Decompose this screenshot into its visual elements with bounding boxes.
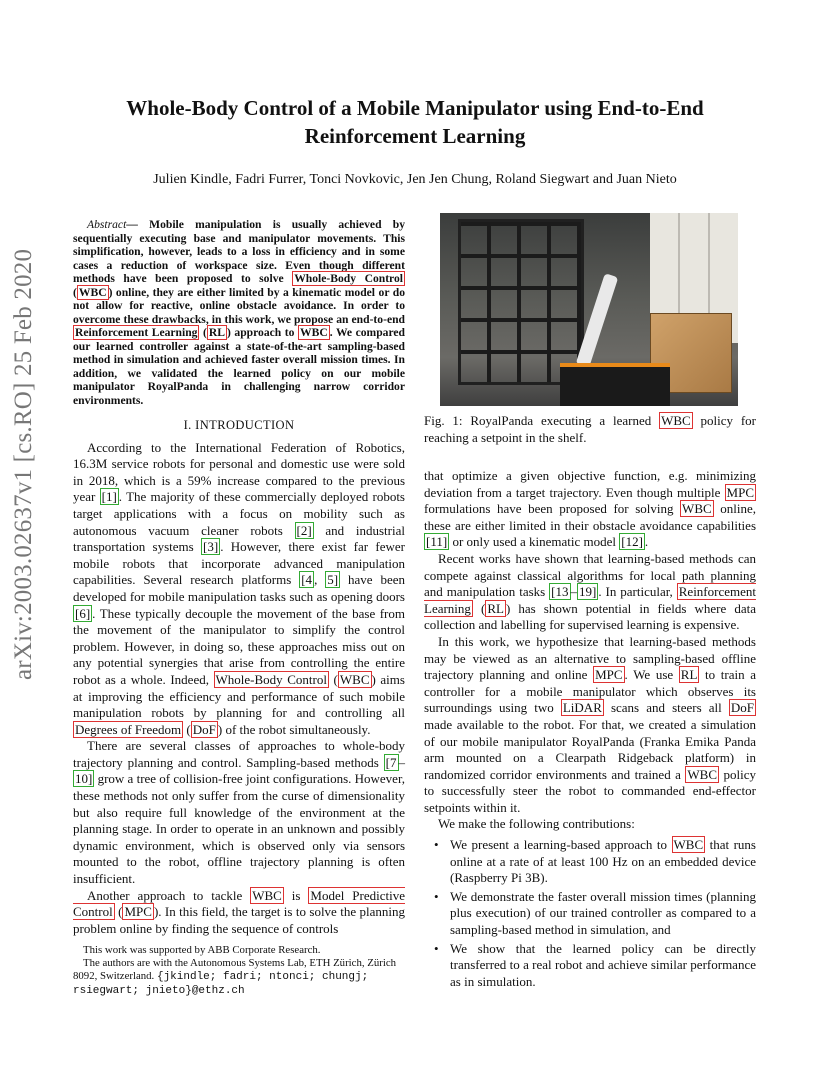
paragraph-text: formulations have been proposed for solving [424,501,681,517]
paragraph-text: ( [472,600,486,616]
acronym-link-wbc[interactable]: WBC [661,413,691,428]
acronym-link-rl[interactable]: RL [680,667,698,683]
acronym-link-mpc-long[interactable]: Model Predictive Control [73,887,405,920]
paragraph-text: . These typically decouple the movement of the base from the movement of the manipulator to simplify the control problem. However, in doing so, these approaches miss out on any potential synergies that arise from controlling the entire robot as a whole. Indeed, [73,605,405,687]
list-item [424,837,756,887]
acronym-link-wbc[interactable]: WBC [687,766,718,782]
acronym-link-wbc[interactable]: WBC [682,501,712,517]
list-item: • We demonstrate the faster overall mission times (planning plus execution) of our trained controller as compared to a sampling-based method in simulation, and [424,889,756,939]
citation-link[interactable]: [11] [426,534,448,550]
paragraph-text: and industrial transportation systems [73,522,405,555]
citation-link[interactable]: [13 [551,584,569,600]
caption-text: policy for reaching a setpoint in the shelf. [424,413,756,445]
paragraph-text: ) has shown potential in fields where data collection and labelling for supervised learning is expensive. [424,600,756,633]
acronym-link-wbc-long[interactable]: Whole-Body Control [215,671,327,687]
citation-link[interactable]: 19] [579,584,597,600]
acronym-link-lidar[interactable]: LiDAR [562,700,602,716]
left-column [73,218,405,937]
abstract-text: ( [73,285,77,299]
citation-link[interactable]: 5] [327,572,339,588]
abstract [73,218,405,407]
right-paragraph-4: We make the following contributions: [438,816,635,832]
citation-link[interactable]: [4 [301,572,313,588]
paragraph-text: Another approach to tackle [87,887,251,903]
paragraph-text: . We use [624,667,679,683]
paragraph-text: . In particular, [598,584,677,600]
paragraph-text: or only used a kinematic model [449,534,620,550]
citation-link[interactable]: [2] [296,522,312,538]
paragraph-text: , [314,572,326,588]
citation-link[interactable]: [12] [621,534,643,550]
list-text: We present a learning-based approach to [450,837,672,853]
title-line-1: Whole-Body Control of a Mobile Manipulator using End-to-End [126,96,704,120]
abstract-text: ( [199,326,207,339]
acronym-link-wbc[interactable]: WBC [673,837,704,853]
paragraph-text: There are several classes of approaches to whole-body trajectory planning and control. Sampling-based methods [73,738,405,770]
caption-text: Fig. 1: RoyalPanda executing a learned [424,413,660,428]
paragraph-text: grow a tree of collision-free joint configurations. However, these methods not only suffer from the curse of dimensionality but also require full knowledge of the environment at the planning stage. In order to operate in an unknown and possibly dynamic environment, which is observed only via sensors mounted to the robot, offline trajectory planning is often insufficient. [73,771,405,887]
paragraph-text: is [283,887,309,903]
shelf-shape [458,219,584,385]
author-list: Julien Kindle, Fadri Furrer, Tonci Novkovic, Jen Jen Chung, Roland Siegwart and Juan Nieto [153,172,677,187]
footnote [73,944,405,998]
acronym-link-rl[interactable]: RL [208,326,226,339]
right-paragraph-3 [424,634,756,817]
paragraph-text: ) of the robot simultaneously. [217,721,371,737]
acronym-link-dof[interactable]: DoF [730,700,754,716]
contributions-list [424,837,756,990]
paragraph-text: – [570,584,577,600]
paragraph-text: – [398,754,405,770]
acronym-link-dof-long[interactable]: Degrees of Freedom [75,721,182,737]
acronym-link-mpc[interactable]: MPC [124,904,152,920]
acronym-link-rl[interactable]: RL [487,600,504,616]
acronym-link-dof[interactable]: DoF [192,721,216,737]
paragraph-text: . [644,534,649,550]
acronym-link-mpc[interactable]: MPC [595,667,623,683]
footnote-emails: {jkindle; fadri; ntonci; chungj; rsiegwart; jnieto}@ethz.ch [73,971,369,997]
paragraph-text: ) aims at improving the efficiency and performance of such mobile manipulation robots by planning for and controlling all [73,671,405,721]
paragraph-text: In this work, we hypothesize that learning-based methods may be viewed as an alternative to sampling-based offline trajectory planning and online [424,633,756,683]
paragraph-text: that optimize a given objective function, e.g. minimizing deviation from a target trajectory. Even though multiple [424,468,756,500]
arxiv-identifier: arXiv:2003.02637v1 [cs.RO] 25 Feb 2020 [10,248,37,680]
intro-paragraph-1 [73,440,405,739]
right-paragraph-2 [424,551,756,634]
list-item: • We show that the learned policy can be directly transferred to a real robot and achieve similar performance as in simulation. [424,941,756,991]
acronym-link-wbc[interactable]: WBC [252,887,282,903]
paragraph-text: to train a controller for a mobile manipulator which observes its surroundings using two [424,667,756,716]
section-heading-introduction: I. INTRODUCTION [183,418,295,432]
abstract-text: . We compared our learned controller against a state-of-the-art sampling-based method in simulation and achieved faster overall mission times. In addition, we validated the learned policy on our mobile manipulator RoyalPanda in challenging narrow corridor environments. [73,326,405,407]
citation-link[interactable]: [3] [203,539,219,555]
paragraph-text: made available to the robot. For that, we created a simulation of our mobile manipulator RoyalPanda (Franka Emika Panda arm mounted on a Clearpath Ridgeback platform) in randomized corridor environments and trained a [424,716,756,782]
paragraph-text: online, these are either limited in their obstacle avoidance capabilities [424,501,756,533]
paragraph-text: Recent works have shown that learning-based methods can compete against classical algorithms for local path planning and manipulation tasks [424,550,756,600]
paper-title [60,94,770,150]
abstract-text: ) online, they are either limited by a kinematic model or do not allow for reactive, online obstacle avoidance. In order to overcome these drawbacks, in this work, we propose an end-to-end [73,285,405,326]
robot-base-shape [560,363,670,406]
abstract-text: ) approach to [227,326,299,339]
paragraph-text: policy to successfully steer the robot to commanded end-effector setpoints within it. [424,766,756,815]
paragraph-text: According to the International Federation of Robotics, 16.3M service robots for personal and domestic use were sold in 2018, which is a 59% increase compared to the previous year [73,439,405,505]
paragraph-text: . However, there exist far fewer mobile robots that incorporate advanced manipulation capabilities. Several research platforms [73,539,405,588]
footnote-text: The authors are with the Autonomous Systems Lab, ETH Zürich, Zürich 8092, Switzerland. [73,957,397,982]
right-paragraph-1 [424,468,756,551]
acronym-link-wbc[interactable]: WBC [78,285,107,299]
citation-link[interactable]: [6] [75,605,91,621]
paragraph-text: ). In this field, the target is to solve the planning problem online by finding the sequence of controls [73,904,405,936]
intro-paragraph-3 [73,888,405,938]
citation-link[interactable]: [1] [101,489,117,505]
citation-link[interactable]: 10] [75,771,93,787]
acronym-link-wbc[interactable]: WBC [339,671,370,687]
figure-1-photo [440,213,738,406]
abstract-label: Abstract [87,218,127,231]
footnote-affiliation [73,957,405,998]
list-text: that runs online at a rate of at least 100 Hz on an embedded device (Raspberry Pi 3B). [450,837,756,886]
intro-paragraph-2 [73,738,405,887]
acronym-link-rl-long[interactable]: Reinforcement Learning [424,584,756,616]
figure-caption [424,413,756,446]
paragraph-text: ( [183,721,191,737]
paragraph-text: ( [328,671,338,687]
title-line-2: Reinforcement Learning [304,124,526,148]
paragraph-text: scans and steers all [603,700,729,716]
acronym-link-wbc[interactable]: WBC [300,326,328,339]
abstract-dash: — [126,218,150,231]
acronym-link-rl-long[interactable]: Reinforcement Learning [75,326,198,339]
paragraph-text: have been developed for mobile manipulation tasks such as opening doors [73,572,405,604]
acronym-link-wbc-long[interactable]: Whole-Body Control [294,272,404,285]
citation-link[interactable]: [7 [385,754,397,770]
acronym-link-mpc[interactable]: MPC [726,484,754,500]
abstract-text: Mobile manipulation is usually achieved by sequentially executing base and manipulator movements. This simplification, however, leads to a loss in efficiency and in some cases a reduction of workspace size. Even though different methods have been proposed to solve [73,218,405,285]
paragraph-text: . The majority of these commercially deployed robots target applications with a focus on mobility such as autonomous vacuum cleaner robots [73,489,405,538]
paragraph-text: ( [114,904,123,920]
right-column [424,468,756,992]
footnote-funding: This work was supported by ABB Corporate Research. [83,944,321,956]
